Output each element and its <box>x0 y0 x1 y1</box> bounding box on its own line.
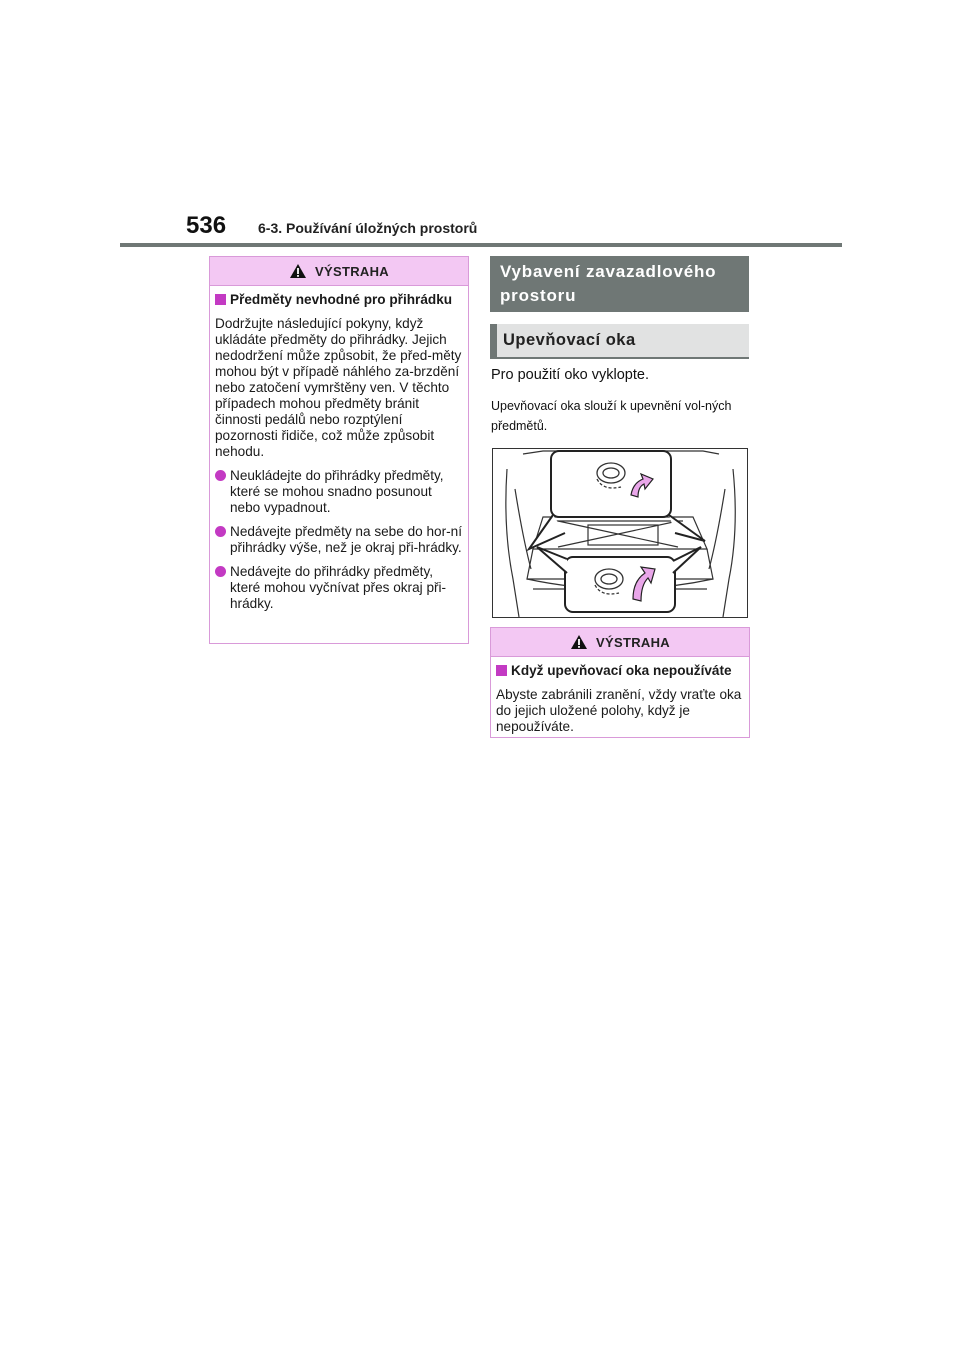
bullet-text: Neukládejte do přihrádky předměty, které se mohou snadno posunout nebo vypadnout. <box>230 468 444 515</box>
list-item <box>215 524 463 556</box>
sub-heading: Upevňovací oka <box>490 324 749 359</box>
main-heading: Vybavení zavazadlového prostoru <box>490 256 749 312</box>
bullet-text: Nedávejte předměty na sebe do hor-ní přihrádky výše, než je okraj při-hrádky. <box>230 524 462 555</box>
intro-text: Pro použití oko vyklopte. <box>491 367 649 383</box>
warning-heading: Předměty nevhodné pro přihrádku <box>230 292 453 307</box>
cargo-tie-down-illustration <box>492 448 748 618</box>
warning-triangle-icon <box>570 634 588 650</box>
header-divider <box>120 243 842 247</box>
round-bullet-icon <box>215 470 226 481</box>
warning-title: VÝSTRAHA <box>315 263 389 279</box>
square-bullet-icon <box>215 294 226 305</box>
square-bullet-icon <box>496 665 507 676</box>
warning-title: VÝSTRAHA <box>596 634 670 650</box>
round-bullet-icon <box>215 566 226 577</box>
warning-paragraph: Dodržujte následující pokyny, když ukládáte předměty do přihrádky. Jejich nedodržení může způsobit, že před-měty mohou být v případě náhlého za-brzdění nebo zatočení vymrštěny ven. V těchto případech mohou předměty bránit činnosti pedálů nebo rozptýlení pozornosti řidiče, což může způsobit nehodu. <box>215 316 462 459</box>
warning-heading: Když upevňovací oka nepoužíváte <box>511 663 732 678</box>
description-text: Upevňovací oka slouží k upevnění vol-ných předmětů. <box>491 399 732 433</box>
car-trunk-drawing <box>493 449 747 617</box>
warning-box-right <box>490 627 750 738</box>
bullet-text: Nedávejte do přihrádky předměty, které mohou vyčnívat přes okraj při-hrádky. <box>230 564 447 611</box>
warning-triangle-icon <box>289 263 307 279</box>
warning-paragraph: Abyste zabránili zranění, vždy vraťte oka do jejich uložené polohy, když je nepoužíváte. <box>496 687 742 734</box>
round-bullet-icon <box>215 526 226 537</box>
page-number: 536 <box>186 212 227 239</box>
warning-box-left <box>209 256 469 644</box>
warning-header <box>210 257 468 286</box>
list-item <box>215 564 463 612</box>
warning-header <box>491 628 749 657</box>
section-title: 6-3. Používání úložných prostorů <box>258 220 478 236</box>
list-item <box>215 468 463 516</box>
